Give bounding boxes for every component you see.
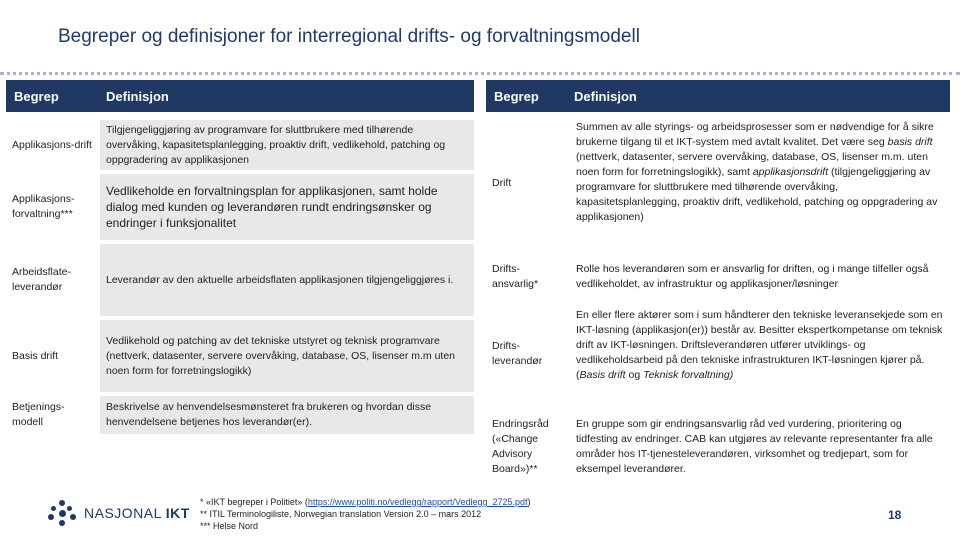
right-definitions-table xyxy=(486,80,950,488)
definition-emphasis: applikasjonsdrift xyxy=(752,166,829,178)
definition-cell: Beskrivelse av henvendelsesmønsteret fra brukeren og hvordan disse henvendelsene betjenes hos leverandør(er). xyxy=(100,396,474,434)
table-row xyxy=(6,396,474,434)
table-row xyxy=(486,118,950,248)
left-definitions-table xyxy=(6,80,474,434)
footnote-1-link[interactable]: https://www.politi.no/vedlegg/rapport/Vedlegg_2725.pdf xyxy=(307,497,528,507)
definition-emphasis: Basis drift xyxy=(579,369,626,381)
page-title: Begreper og definisjoner for interregional drifts- og forvaltningsmodell xyxy=(58,26,640,47)
definition-emphasis: basis drift xyxy=(887,136,933,148)
definition-cell: Leverandør av den aktuelle arbeidsflaten applikasjonen tilgjengeliggjøres i. xyxy=(100,244,474,316)
term-cell: Applikasjons-forvaltning*** xyxy=(6,174,100,240)
definition-cell: Vedlikeholde en forvaltningsplan for applikasjonen, samt holde dialog med kunden og leverandøren rundt endringsønsker og endringer i funksjonalitet xyxy=(100,174,474,240)
table-row xyxy=(6,320,474,392)
logo-dots-icon xyxy=(48,500,76,526)
definition-text: (tilgjengeliggjøring av programvare for sluttbrukere med tilhørende overvåking, kapasitetsplanlegging, proaktiv drift, vedlikehold, patching og oppgradering av applikasjonen) xyxy=(576,166,938,223)
definition-text: En eller flere aktører som i sum håndterer den tekniske leveransekjede som en IKT-løsning (applikasjon(er)) består av. Besitter ekspertkompetanse om teknisk drift av IKT-løsningen. Driftsleverandøren utfører utviklings- og vedlikeholdsarbeid på den tekniske infrastrukturen IKT-løsningen kjører på. ( xyxy=(576,309,943,381)
table-row xyxy=(6,120,474,170)
definition-text: (nettverk, datasenter, servere overvåking, database, OS, lisenser m.m. uten noen form for forretningslogikk), samt xyxy=(576,151,928,178)
logo-text-b: IKT xyxy=(165,505,190,521)
logo-text-a: NASJONAL xyxy=(84,505,166,521)
definition-cell: En gruppe som gir endringsansvarlig råd ved vurdering, prioritering og tidfesting av endringer. CAB kan utgjøres av relevante representanter fra alle områder hos IT-tjenesteleverandøren, virksomhet og tredjepart, som for eksempel leverandører. xyxy=(570,406,950,488)
footnote-1-suffix: ) xyxy=(527,497,531,507)
definition-emphasis: Teknisk forvaltning) xyxy=(643,369,734,381)
right-header-definition: Definisjon xyxy=(574,88,637,104)
definition-cell: Vedlikehold og patching av det tekniske utstyret og teknisk programvare (nettverk, datasenter, servere overvåking, database, OS, lisenser m.m uten noen form for forretningslogikk) xyxy=(100,320,474,392)
footnote-1-prefix: * «IKT begreper i Politiet» ( xyxy=(200,497,308,507)
term-cell: Drifts-ansvarlig* xyxy=(486,252,570,302)
term-cell: Betjenings-modell xyxy=(6,396,100,434)
footnote-3: *** Helse Nord xyxy=(200,521,259,531)
footnote-1 xyxy=(200,496,531,508)
definition-text: og xyxy=(625,369,644,381)
left-header-definition: Definisjon xyxy=(106,88,169,104)
term-cell: Arbeidsflate-leverandør xyxy=(6,244,100,316)
logo-text xyxy=(84,505,190,521)
term-cell: Applikasjons-drift xyxy=(6,120,100,170)
definition-cell xyxy=(570,118,950,248)
left-table-header xyxy=(6,80,474,112)
table-row xyxy=(486,306,950,402)
table-row xyxy=(486,406,950,488)
footnotes xyxy=(200,496,531,532)
definition-cell: Tilgjengeliggjøring av programvare for sluttbrukere med tilhørende overvåking, kapasitetsplanlegging, proaktiv drift, vedlikehold, patching og oppgradering av applikasjonen xyxy=(100,120,474,170)
table-row xyxy=(486,252,950,302)
term-cell: Drifts-leverandør xyxy=(486,306,570,402)
definition-cell: Rolle hos leverandøren som er ansvarlig for driften, og i mange tilfeller også vedlikeholdet, av infrastruktur og applikasjoner/løsninger xyxy=(570,252,950,302)
page-number: 18 xyxy=(888,508,902,522)
nasjonal-ikt-logo xyxy=(48,500,190,526)
title-divider xyxy=(0,72,960,75)
term-cell: Endringsråd («Change Advisory Board»)** xyxy=(486,406,570,488)
term-cell: Drift xyxy=(486,118,570,248)
right-table-header xyxy=(486,80,950,112)
footnote-2: ** ITIL Terminologiliste, Norwegian translation Version 2.0 – mars 2012 xyxy=(200,509,482,519)
definition-cell xyxy=(570,306,950,402)
right-header-term: Begrep xyxy=(494,88,539,104)
term-cell: Basis drift xyxy=(6,320,100,392)
table-row xyxy=(6,174,474,240)
left-header-term: Begrep xyxy=(14,88,59,104)
definition-text: Summen av alle styrings- og arbeidsprosesser som er nødvendige for å sikre brukerne tilgang til et IKT-system med avtalt kvalitet. Det være seg xyxy=(576,121,934,148)
table-row xyxy=(6,244,474,316)
